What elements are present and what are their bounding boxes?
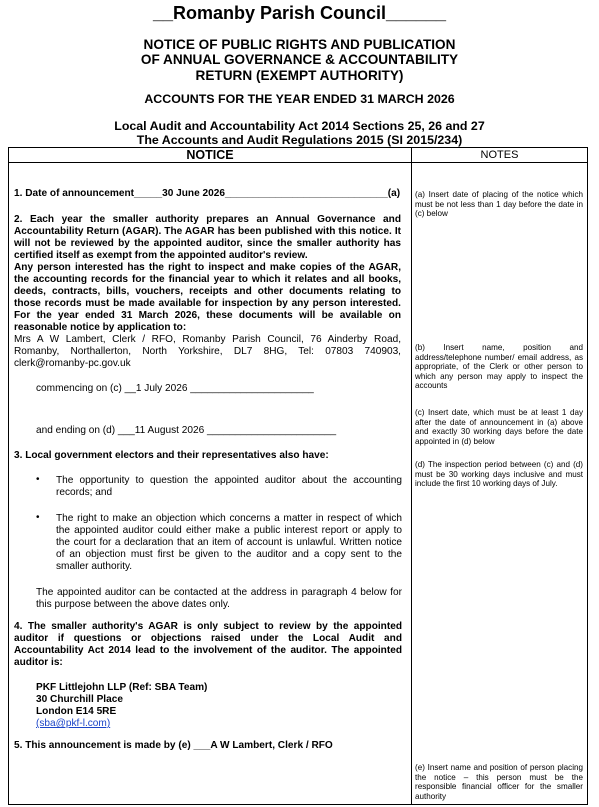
auditor-address [36,682,207,718]
paragraph-2-agar: 2. Each year the smaller authority prepares an Annual Governance and Accountability Return (AGAR). The AGAR has been published with this notice. It will not be reviewed by the appointed auditor, since the smaller authority has certified itself as exempt from the appointed auditor's review. [14,214,401,261]
notes-column-header: NOTES [480,149,519,161]
note-b: (b) Insert name, position and address/telephone number/ email address, as appropriate, of the Clerk or other person to which any person may apply to inspect the accounts [415,343,583,391]
note-d: (d) The inspection period between (c) and (d) must be 30 working days inclusive and must include the first 10 working days of July. [415,460,583,489]
council-title: __Romanby Parish Council______ [152,3,447,23]
legislation-reference [0,119,599,147]
notice-title-line-3: RETURN (EXEMPT AUTHORITY) [195,67,404,83]
auditor-contact-note: The appointed auditor can be contacted at the address in paragraph 4 below for this purpose between the above dates only. [36,587,402,610]
bullet-dot-icon: • [36,474,40,485]
paragraph-5-announcer: 5. This announcement is made by (e) ___A W Lambert, Clerk / RFO [14,740,333,751]
auditor-street: 30 Churchill Place [36,693,123,705]
bullet-question-auditor: The opportunity to question the appointed auditor about the accounting records; and [56,475,402,498]
act-line-1: Local Audit and Accountability Act 2014 Sections 25, 26 and 27 [114,119,485,133]
bullet-dot-icon: • [36,512,40,523]
notice-title [0,37,599,83]
commencing-date: commencing on (c) __1 July 2026 ______________________ [36,383,314,394]
header-divider [9,162,587,163]
auditor-email-line [36,718,110,730]
notice-title-line-2: OF ANNUAL GOVERNANCE & ACCOUNTABILITY [140,52,459,68]
notice-column-header: NOTICE [186,148,234,162]
note-e: (e) Insert name and position of person placing the notice – this person must be the responsible financial officer for the smaller authority [415,763,583,801]
note-a: (a) Insert date of placing of the notice which must be not less than 1 day before the date in (c) below [415,190,583,219]
act-line-2: The Accounts and Audit Regulations 2015 (SI 2015/234) [136,133,463,147]
bullet-objection: The right to make an objection which concerns a matter in respect of which the appointed auditor could either make a public interest report or apply to the court for a declaration that an item of account is unlawful. Written notice of an objection must first be given to the auditor and a copy sent to the smaller authority. [56,513,402,572]
paragraph-1-date: 1. Date of announcement_____30 June 2026_____________________________(a) [14,188,401,199]
auditor-city: London E14 5RE [36,705,117,717]
note-c: (c) Insert date, which must be at least 1 day after the date of announcement in (a) above and exactly 30 working days before the date appointed in (d) below [415,408,583,446]
notice-title-line-1: NOTICE OF PUBLIC RIGHTS AND PUBLICATION [143,37,456,52]
accounts-year: ACCOUNTS FOR THE YEAR ENDED 31 MARCH 2026 [144,92,455,106]
column-divider [411,148,412,804]
ending-date: and ending on (d) ___11 August 2026 _______________________ [36,425,337,436]
paragraph-3-electors: 3. Local government electors and their representatives also have: [14,450,329,461]
clerk-address: Mrs A W Lambert, Clerk / RFO, Romanby Parish Council, 76 Ainderby Road, Romanby, Northallerton, North Yorkshire, DL7 8HG, Tel: 07803 740903, clerk@romanby-pc.gov.uk [14,334,401,369]
paragraph-4-review: 4. The smaller authority's AGAR is only subject to review by the appointed auditor if questions or objections raised under the Local Audit and Accountability Act 2014 lead to the involvement of the auditor. The appointed auditor is: [14,621,402,668]
auditor-email-link[interactable]: (sba@pkf-l.com) [36,718,111,729]
paragraph-2-inspection: Any person interested has the right to inspect and make copies of the AGAR, the accounting records for the financial year to which it relates and all books, deeds, contracts, bills, vouchers, receipts and other documents relating to those records must be made available for inspection by any person interested. For the year ended 31 March 2026, these documents will be available on reasonable notice by application to: [14,262,401,333]
auditor-name: PKF Littlejohn LLP (Ref: SBA Team) [36,682,208,693]
